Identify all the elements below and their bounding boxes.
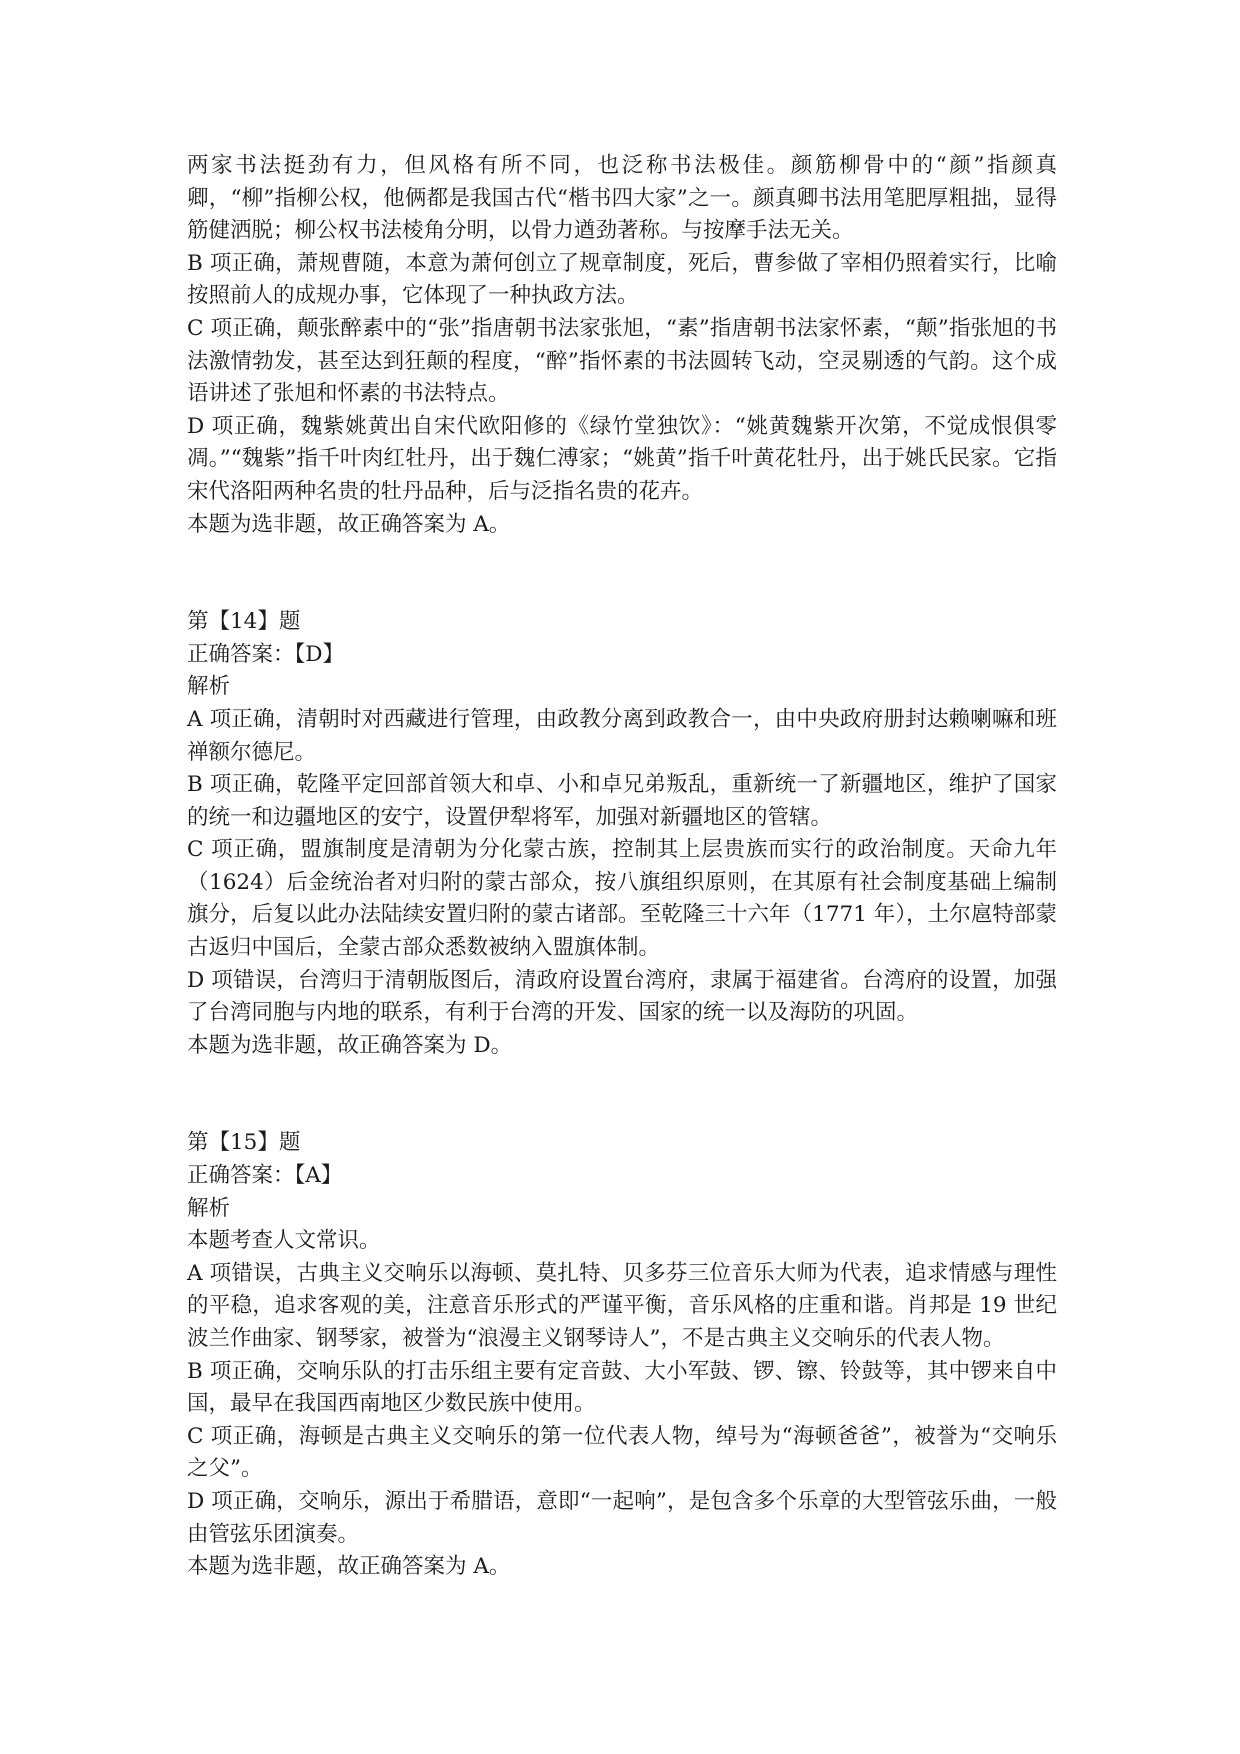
section-13-continued: [187, 150, 1057, 541]
analysis-label: 解析: [187, 674, 231, 700]
paragraph: A 项正确，清朝时对西藏进行管理，由政教分离到政教合一，由中央政府册封达赖喇嘛和班禅额尔德尼。: [187, 706, 1057, 765]
paragraph: 本题为选非题，故正确答案为 D。: [187, 1032, 513, 1058]
paragraph: B 项正确，萧规曹随，本意为萧何创立了规章制度，死后，曹参做了宰相仍照着实行，比喻按照前人的成规办事，它体现了一种执政方法。: [187, 250, 1057, 309]
paragraph: 本题考查人文常识。: [187, 1228, 381, 1254]
paragraph: D 项错误，台湾归于清朝版图后，清政府设置台湾府，隶属于福建省。台湾府的设置，加强了台湾同胞与内地的联系，有利于台湾的开发、国家的统一以及海防的巩固。: [187, 967, 1057, 1026]
paragraph: 本题为选非题，故正确答案为 A。: [187, 511, 511, 537]
question-title: 第【14】题: [187, 609, 301, 635]
question-title: 第【15】题: [187, 1130, 301, 1156]
paragraph: 本题为选非题，故正确答案为 A。: [187, 1554, 511, 1580]
paragraph: C 项正确，海顿是古典主义交响乐的第一位代表人物，绰号为“海顿爸爸”，被誉为“交响乐之父”。: [187, 1423, 1057, 1482]
paragraph: D 项正确，交响乐，源出于希腊语，意即“一起响”，是包含多个乐章的大型管弦乐曲，一般由管弦乐团演奏。: [187, 1488, 1057, 1547]
paragraph: B 项正确，乾隆平定回部首领大和卓、小和卓兄弟叛乱，重新统一了新疆地区，维护了国家的统一和边疆地区的安宁，设置伊犁将军，加强对新疆地区的管辖。: [187, 772, 1057, 830]
analysis-label: 解析: [187, 1195, 231, 1221]
paragraph: A 项错误，古典主义交响乐以海顿、莫扎特、贝多芬三位音乐大师为代表，追求情感与理性的平稳，追求客观的美，注意音乐形式的严谨平衡，音乐风格的庄重和谐。肖邦是 19 世纪波兰作曲家、钢琴家，被誉为“浪漫主义钢琴诗人”，不是古典主义交响乐的代表人物。: [187, 1260, 1057, 1351]
paragraph: C 项正确，颠张醉素中的“张”指唐朝书法家张旭，“素”指唐朝书法家怀素，“颠”指张旭的书法激情勃发，甚至达到狂颠的程度，“醉”指怀素的书法圆转飞动，空灵剔透的气韵。这个成语讲述了张旭和怀素的书法特点。: [187, 315, 1057, 407]
paragraph: 两家书法挺劲有力，但风格有所不同，也泛称书法极佳。颜筋柳骨中的“颜”指颜真卿，“柳”指柳公权，他俩都是我国古代“楷书四大家”之一。颜真卿书法用笔肥厚粗拙，显得筋健洒脱；柳公权书法棱角分明，以骨力遒劲著称。与按摩手法无关。: [187, 153, 1057, 244]
section-15: [187, 1127, 1057, 1583]
paragraph: C 项正确，盟旗制度是清朝为分化蒙古族，控制其上层贵族而实行的政治制度。天命九年（1624）后金统治者对归附的蒙古部众，按八旗组织原则，在其原有社会制度基础上编制旗分，后复以此办法陆续安置归附的蒙古诸部。至乾隆三十六年（1771 年），土尔扈特部蒙古返归中国后，全蒙古部众悉数被纳入盟旗体制。: [187, 837, 1057, 961]
correct-answer: 正确答案：【A】: [187, 1163, 343, 1189]
paragraph: D 项正确，魏紫姚黄出自宋代欧阳修的《绿竹堂独饮》：“姚黄魏紫开次第，不觉成恨俱零凋。”“魏紫”指千叶肉红牡丹，出于魏仁溥家；“姚黄”指千叶黄花牡丹，出于姚氏民家。它指宋代洛阳两种名贵的牡丹品种，后与泛指名贵的花卉。: [187, 413, 1057, 504]
section-14: [187, 606, 1057, 1062]
correct-answer: 正确答案：【D】: [187, 641, 344, 667]
document-page: [187, 150, 1057, 1584]
paragraph: B 项正确，交响乐队的打击乐组主要有定音鼓、大小军鼓、锣、镲、铃鼓等，其中锣来自中国，最早在我国西南地区少数民族中使用。: [187, 1358, 1057, 1417]
